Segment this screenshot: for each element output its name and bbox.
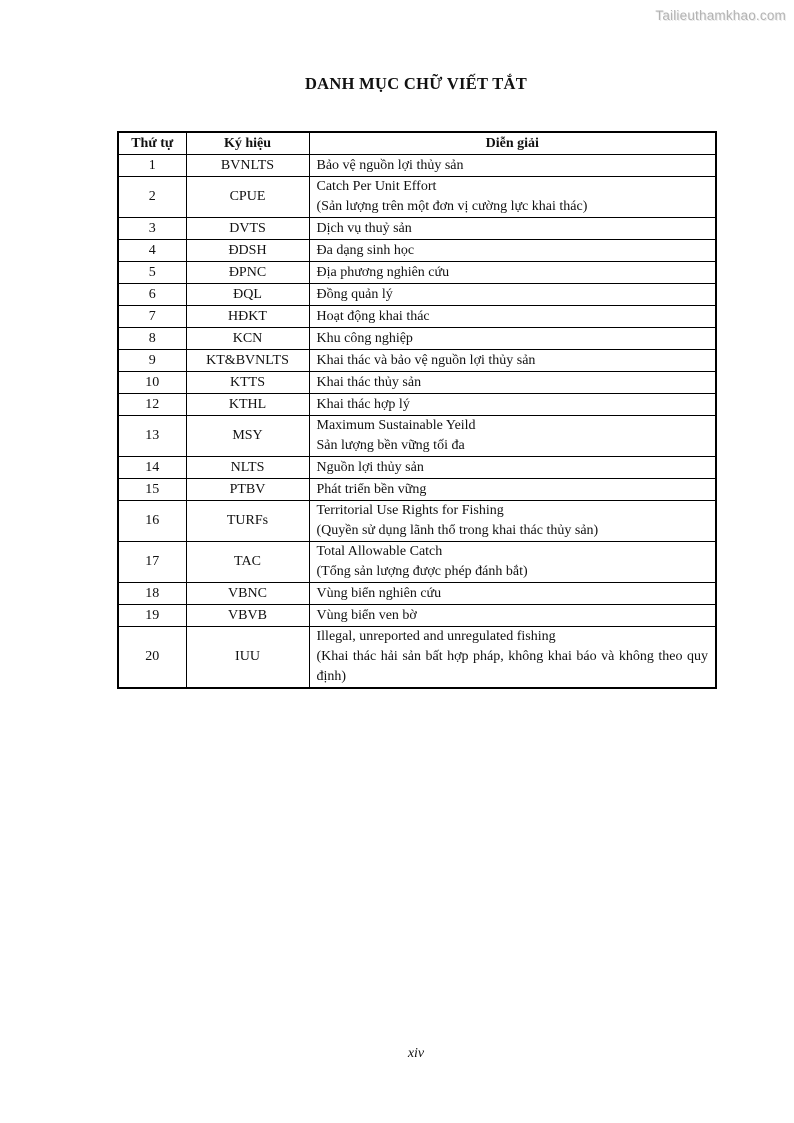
abbreviation-cell: PTBV	[186, 479, 309, 501]
table-row	[118, 501, 716, 542]
table-row	[118, 328, 716, 350]
table-row	[118, 583, 716, 605]
row-number-cell: 19	[118, 605, 186, 627]
abbreviation-cell: ĐPNC	[186, 262, 309, 284]
page-title: DANH MỤC CHỮ VIẾT TẮT	[304, 74, 528, 93]
abbreviation-cell: KTTS	[186, 372, 309, 394]
abbreviation-cell: DVTS	[186, 218, 309, 240]
table-row	[118, 177, 716, 218]
meaning-line: Phát triển bền vững	[316, 481, 427, 497]
meaning-line: Hoạt động khai thác	[316, 308, 430, 324]
meaning-cell	[309, 284, 716, 306]
meaning-cell	[309, 218, 716, 240]
meaning-cell	[309, 627, 716, 689]
table-row	[118, 218, 716, 240]
row-number-cell: 2	[118, 177, 186, 218]
meaning-line: Nguồn lợi thủy sản	[316, 459, 424, 475]
row-number-cell: 5	[118, 262, 186, 284]
watermark: Tailieuthamkhao.com	[655, 8, 786, 23]
column-header-symbol: Ký hiệu	[186, 132, 309, 155]
meaning-cell	[309, 240, 716, 262]
abbreviation-cell: TAC	[186, 542, 309, 583]
row-number-cell: 12	[118, 394, 186, 416]
meaning-line: Khai thác thủy sản	[316, 374, 422, 390]
abbreviation-cell: KTHL	[186, 394, 309, 416]
table-row	[118, 627, 716, 689]
table-row	[118, 394, 716, 416]
meaning-line: Khai thác hợp lý	[316, 396, 410, 412]
abbreviation-cell: CPUE	[186, 177, 309, 218]
meaning-line: (Khai thác hải sản bất hợp pháp, không khai báo và không theo quy định)	[316, 649, 708, 684]
table-row	[118, 262, 716, 284]
meaning-cell	[309, 542, 716, 583]
meaning-line: Đồng quản lý	[316, 286, 393, 302]
abbreviation-cell: TURFs	[186, 501, 309, 542]
meaning-line: Catch Per Unit Effort	[316, 179, 437, 194]
meaning-line: Total Allowable Catch	[316, 544, 443, 559]
row-number-cell: 8	[118, 328, 186, 350]
abbreviation-cell: VBNC	[186, 583, 309, 605]
meaning-line: (Tổng sản lượng được phép đánh bắt)	[316, 564, 528, 579]
meaning-line: Bảo vệ nguồn lợi thủy sản	[316, 157, 464, 173]
abbreviation-cell: KCN	[186, 328, 309, 350]
meaning-cell	[309, 479, 716, 501]
meaning-cell	[309, 583, 716, 605]
table-row	[118, 155, 716, 177]
abbreviation-cell: BVNLTS	[186, 155, 309, 177]
row-number-cell: 14	[118, 457, 186, 479]
table-row	[118, 479, 716, 501]
meaning-cell	[309, 372, 716, 394]
row-number-cell: 1	[118, 155, 186, 177]
row-number-cell: 7	[118, 306, 186, 328]
abbreviations-table	[117, 131, 717, 689]
row-number-cell: 9	[118, 350, 186, 372]
meaning-line: Đa dạng sinh học	[316, 242, 415, 258]
abbreviation-cell: VBVB	[186, 605, 309, 627]
table-row	[118, 306, 716, 328]
meaning-line: (Sản lượng trên một đơn vị cường lực khai thác)	[316, 199, 588, 214]
meaning-line: Dịch vụ thuỷ sản	[316, 220, 412, 236]
meaning-line: Vùng biển nghiên cứu	[316, 585, 442, 601]
abbreviation-cell: HĐKT	[186, 306, 309, 328]
abbreviation-cell: MSY	[186, 416, 309, 457]
row-number-cell: 4	[118, 240, 186, 262]
abbreviation-cell: IUU	[186, 627, 309, 689]
row-number-cell: 10	[118, 372, 186, 394]
meaning-line: Khai thác và bảo vệ nguồn lợi thủy sản	[316, 352, 536, 368]
table-row	[118, 350, 716, 372]
meaning-line: Territorial Use Rights for Fishing	[316, 503, 504, 518]
table-row	[118, 416, 716, 457]
table-body	[118, 155, 716, 689]
row-number-cell: 3	[118, 218, 186, 240]
row-number-cell: 20	[118, 627, 186, 689]
abbreviation-cell: ĐQL	[186, 284, 309, 306]
meaning-line: (Quyền sử dụng lãnh thổ trong khai thác thủy sản)	[316, 523, 599, 538]
table-row	[118, 457, 716, 479]
meaning-line: Sản lượng bền vững tối đa	[316, 438, 465, 453]
meaning-cell	[309, 416, 716, 457]
table-row	[118, 542, 716, 583]
meaning-cell	[309, 457, 716, 479]
meaning-cell	[309, 350, 716, 372]
meaning-line: Khu công nghiệp	[316, 330, 413, 346]
column-header-meaning: Diễn giải	[309, 132, 716, 155]
meaning-cell	[309, 306, 716, 328]
meaning-line: Vùng biển ven bờ	[316, 607, 417, 623]
column-header-order: Thứ tự	[118, 132, 186, 155]
table-row	[118, 284, 716, 306]
table-row	[118, 240, 716, 262]
abbreviation-cell: NLTS	[186, 457, 309, 479]
page-number: xiv	[407, 1046, 425, 1061]
table-row	[118, 372, 716, 394]
meaning-cell	[309, 328, 716, 350]
row-number-cell: 16	[118, 501, 186, 542]
row-number-cell: 15	[118, 479, 186, 501]
abbreviation-cell: ĐDSH	[186, 240, 309, 262]
meaning-cell	[309, 394, 716, 416]
meaning-cell	[309, 501, 716, 542]
table-header-row	[118, 132, 716, 155]
row-number-cell: 18	[118, 583, 186, 605]
row-number-cell: 17	[118, 542, 186, 583]
meaning-line: Địa phương nghiên cứu	[316, 264, 450, 280]
meaning-line: Illegal, unreported and unregulated fishing	[316, 629, 556, 644]
meaning-cell	[309, 155, 716, 177]
meaning-cell	[309, 605, 716, 627]
meaning-cell	[309, 177, 716, 218]
abbreviation-cell: KT&BVNLTS	[186, 350, 309, 372]
row-number-cell: 6	[118, 284, 186, 306]
meaning-cell	[309, 262, 716, 284]
meaning-line: Maximum Sustainable Yeild	[316, 418, 476, 433]
table-row	[118, 605, 716, 627]
row-number-cell: 13	[118, 416, 186, 457]
